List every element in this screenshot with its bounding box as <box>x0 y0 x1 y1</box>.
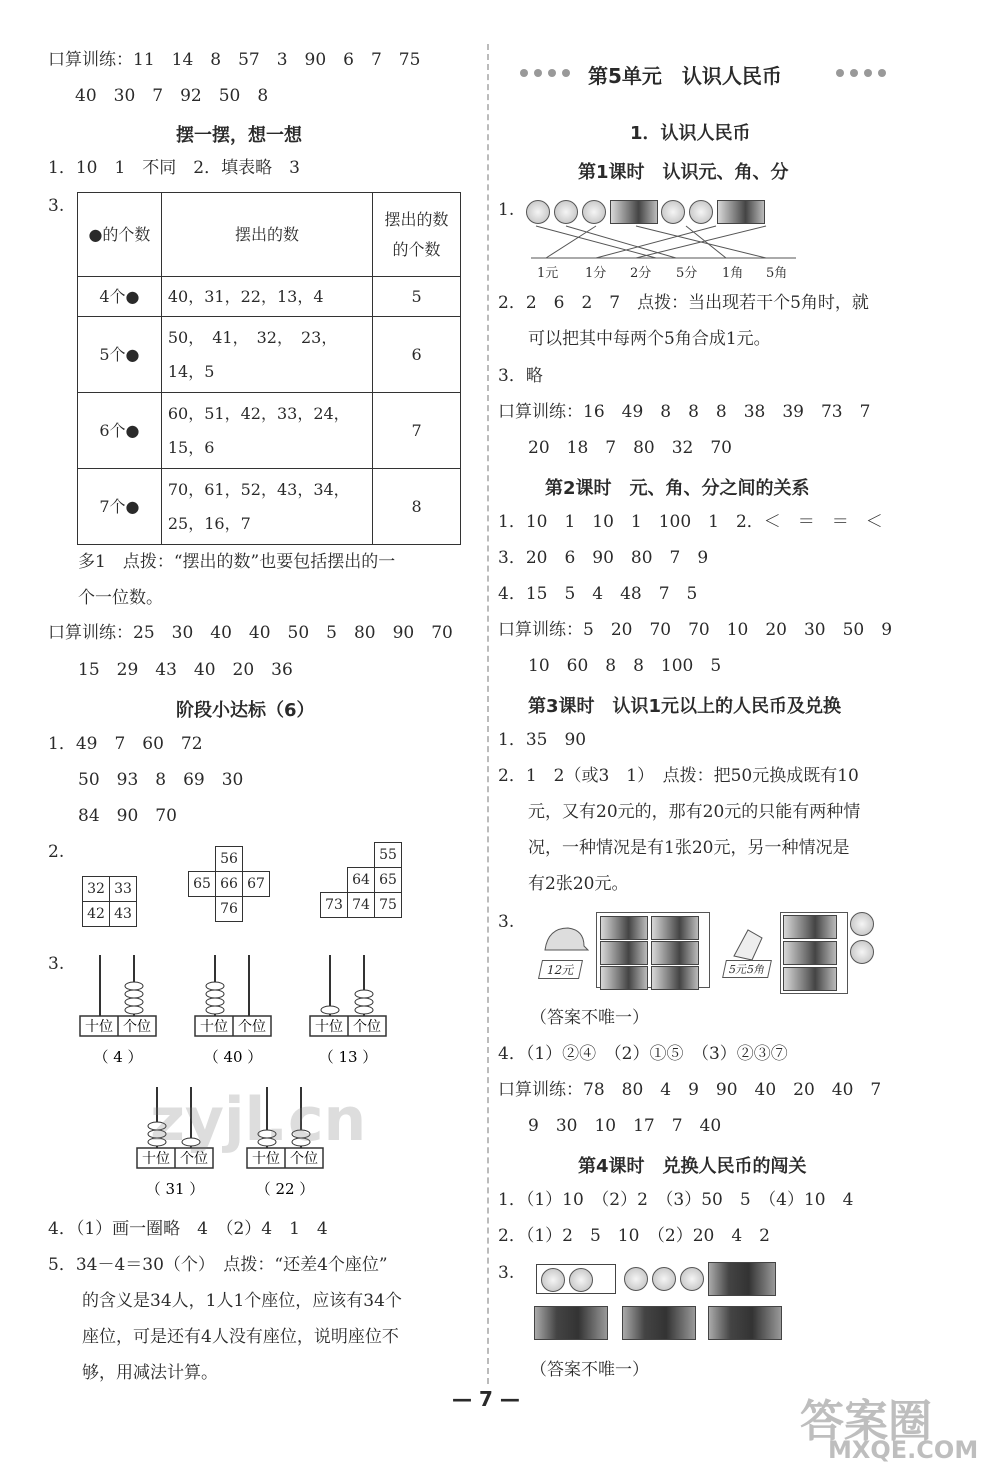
abacus-row-1 <box>75 950 395 1070</box>
banknote-icon <box>600 941 648 965</box>
abacus-13 <box>310 955 386 1066</box>
money-label: 5分 <box>676 266 698 281</box>
hint-line: 多1 点拨：“摆出的数”也要包括摆出的一 <box>78 552 396 572</box>
answer-line: 4．15 5 4 48 7 5 <box>498 584 698 604</box>
abacus-tens-label: 十位 <box>142 1151 170 1167</box>
answer-line: 3．20 6 90 80 7 9 <box>498 548 709 568</box>
answer-line-cont: 元，又有20元的，那有20元的只能有两种情 <box>528 802 861 822</box>
banknote-icon <box>651 966 699 990</box>
lesson-title: 第1课时 认识元、角、分 <box>578 162 789 183</box>
grid-cell: 32 <box>83 877 110 902</box>
table-cell: 5个● <box>78 317 162 393</box>
oral-training: 口算训练：78 80 4 9 90 40 20 40 7 <box>498 1080 882 1100</box>
abacus-4 <box>80 955 156 1066</box>
unit-heading-dots-left <box>518 64 578 83</box>
money-label: 2分 <box>630 266 652 281</box>
block-toy-icon <box>728 922 768 962</box>
money-box <box>780 912 848 994</box>
table-cell: 5 <box>373 277 461 317</box>
coin-box <box>536 1264 616 1294</box>
answer-line-cont: 有2张20元。 <box>528 874 629 894</box>
grid-cell: 42 <box>83 902 110 927</box>
abacus-answer: （ 22 ） <box>255 1180 315 1198</box>
table-cell: 6个● <box>78 393 162 469</box>
cap-icon <box>540 922 590 956</box>
answer-line: 2．2 6 2 7 点拨：当出现若干个5角时，就 <box>498 293 869 313</box>
matching-lines <box>526 224 806 264</box>
price-tag: 5元5角 <box>722 960 772 978</box>
answer-line-cont: 够，用减法计算。 <box>82 1363 218 1383</box>
table-header: 摆出的数的个数 <box>373 193 461 277</box>
banknote-icon <box>651 941 699 965</box>
abacus-ones-label: 个位 <box>123 1019 151 1035</box>
table-header: ●的个数 <box>78 193 162 277</box>
table-cell: 7 <box>373 393 461 469</box>
coin-icon <box>541 1268 565 1292</box>
number-grid-2 <box>188 846 270 922</box>
section-heading-stage: 阶段小达标（6） <box>176 700 315 721</box>
banknote-icon <box>783 967 837 991</box>
page-number: — 7 — <box>452 1387 520 1411</box>
abacus-tens-label: 十位 <box>252 1151 280 1167</box>
oral-training-cont: 9 30 10 17 7 40 <box>528 1116 722 1136</box>
oral-training-2-cont: 15 29 43 40 20 36 <box>78 660 293 680</box>
column-divider <box>487 44 489 1384</box>
answer-line: 4．（1）②④ （2）①⑤ （3）②③⑦ <box>498 1044 788 1064</box>
coin-icon <box>624 1267 648 1291</box>
oral-training: 口算训练：5 20 70 70 10 20 30 50 9 <box>498 620 893 640</box>
question-number: 2. <box>48 842 65 862</box>
grid-cell: 33 <box>110 877 137 902</box>
answer-table <box>77 192 461 545</box>
answer-line-cont: 的含义是34人，1人1个座位，应该有34个 <box>82 1291 402 1311</box>
table-cell: 4个● <box>78 277 162 317</box>
lesson-title: 第4课时 兑换人民币的闯关 <box>578 1156 807 1177</box>
banknote-icon <box>622 1306 696 1344</box>
coin-icon <box>689 200 713 224</box>
coin-icon <box>661 200 685 224</box>
answer-line: 1．（1）10 （2）2 （3）50 5 （4）10 4 <box>498 1190 854 1210</box>
oral-training-2: 口算训练：25 30 40 40 50 5 80 90 70 <box>48 623 453 643</box>
question-number: 3. <box>498 912 515 932</box>
answer-line: 1．49 7 60 72 <box>48 734 203 754</box>
abacus-40 <box>195 955 271 1066</box>
banknote-icon <box>610 200 658 224</box>
grid-cell: 65 <box>189 872 216 897</box>
banknote-icon <box>708 1262 776 1300</box>
answer-line: 1．10 1 10 1 100 1 2．＜ ＝ ＝ ＜ <box>498 512 883 532</box>
section-heading-arrange: 摆一摆，想一想 <box>176 125 302 146</box>
coin-icon <box>652 1267 676 1291</box>
money-row <box>526 200 768 224</box>
banknote-icon <box>600 966 648 990</box>
coin-icon <box>582 200 606 224</box>
money-label: 1元 <box>537 266 559 281</box>
question-number: 1. <box>498 200 515 220</box>
abacus-tens-label: 十位 <box>200 1019 228 1035</box>
grid-cell: 56 <box>216 847 243 872</box>
coin-icon <box>569 1268 593 1292</box>
table-cell: 40，31，22，13，4 <box>161 277 372 317</box>
grid-cell: 67 <box>243 872 270 897</box>
grid-cell: 64 <box>348 868 375 893</box>
lesson-title: 第2课时 元、角、分之间的关系 <box>545 478 810 499</box>
grid-cell: 43 <box>110 902 137 927</box>
coin-icon <box>850 912 874 936</box>
banknote-icon <box>600 916 648 940</box>
grid-cell: 73 <box>321 893 348 918</box>
abacus-answer: （ 13 ） <box>318 1048 378 1066</box>
abacus-tens-label: 十位 <box>85 1019 113 1035</box>
banknote-icon <box>534 1306 608 1344</box>
grid-cell: 74 <box>348 893 375 918</box>
note-not-unique: （答案不唯一） <box>530 1360 649 1380</box>
banknote-icon <box>708 1306 782 1344</box>
table-cell: 60，51，42，33，24，15，6 <box>161 393 372 469</box>
table-cell: 50， 41， 32， 23，14，5 <box>161 317 372 393</box>
unit-heading-dots-right <box>834 64 894 83</box>
oral-training: 口算训练：16 49 8 8 8 38 39 73 7 <box>498 402 871 422</box>
unit-title: 第5单元 认识人民币 <box>588 64 782 88</box>
question-number: 3. <box>48 196 65 216</box>
watermark: zyjl.cn <box>150 1085 367 1155</box>
hint-line-cont: 个一位数。 <box>78 588 163 608</box>
answer-line: 4．（1）画一圈略 4 （2）4 1 4 <box>48 1219 328 1239</box>
table-cell: 8 <box>373 469 461 545</box>
answer-line: 84 90 70 <box>78 806 177 826</box>
money-label: 5角 <box>766 266 788 281</box>
answer-line: 1．35 90 <box>498 730 587 750</box>
question-number: 3. <box>498 1263 515 1283</box>
number-grid-3 <box>320 842 402 918</box>
question-number: 3. <box>48 954 65 974</box>
oral-training-cont: 20 18 7 80 32 70 <box>528 438 732 458</box>
grid-cell: 55 <box>375 843 402 868</box>
coin-stack <box>850 912 886 968</box>
abacus-ones-label: 个位 <box>353 1019 381 1035</box>
abacus-ones-label: 个位 <box>180 1151 208 1167</box>
note-not-unique: （答案不唯一） <box>530 1008 649 1028</box>
banknote-icon <box>717 200 765 224</box>
subsection-title: 1．认识人民币 <box>630 123 751 144</box>
money-label: 1角 <box>722 266 744 281</box>
money-box <box>596 912 710 988</box>
coin-icon <box>850 940 874 964</box>
table-cell: 70，61，52，43，34，25，16，7 <box>161 469 372 545</box>
answer-line-cont: 况，一种情况是有1张20元，另一种情况是 <box>528 838 850 858</box>
number-grid-1 <box>82 876 137 927</box>
banknote-icon <box>783 915 837 939</box>
abacus-answer: （ 40 ） <box>203 1048 263 1066</box>
coin-icon <box>680 1267 704 1291</box>
watermark: 答案圈 <box>800 1396 932 1447</box>
banknote-icon <box>783 941 837 965</box>
grid-cell: 75 <box>375 893 402 918</box>
table-cell: 6 <box>373 317 461 393</box>
answer-line: 5．34－4＝30（个） 点拨：“还差4个座位” <box>48 1255 388 1275</box>
coin-icon <box>554 200 578 224</box>
oral-training-cont: 10 60 8 8 100 5 <box>528 656 722 676</box>
answer-line-cont: 可以把其中每两个5角合成1元。 <box>528 329 771 349</box>
answer-line: 1．10 1 不同 2．填表略 3 <box>48 158 300 178</box>
grid-cell: 66 <box>216 872 243 897</box>
answer-line: 2．（1）2 5 10 （2）20 4 2 <box>498 1226 770 1246</box>
price-tag: 12元 <box>538 960 583 979</box>
abacus-answer: （ 4 ） <box>93 1048 143 1066</box>
lesson-title: 第3课时 认识1元以上的人民币及兑换 <box>528 696 842 717</box>
abacus-ones-label: 个位 <box>290 1151 318 1167</box>
abacus-ones-label: 个位 <box>238 1019 266 1035</box>
watermark: MXQE.COM <box>828 1436 979 1464</box>
abacus-tens-label: 十位 <box>315 1019 343 1035</box>
oral-training-1-cont: 40 30 7 92 50 8 <box>75 86 269 106</box>
answer-line-cont: 座位，可是还有4人没有座位，说明座位不 <box>82 1327 399 1347</box>
grid-cell: 65 <box>375 868 402 893</box>
answer-line: 2．1 2（或3 1） 点拨：把50元换成既有10 <box>498 766 859 786</box>
table-header: 摆出的数 <box>161 193 372 277</box>
coin-icon <box>526 200 550 224</box>
answer-line: 3．略 <box>498 366 543 386</box>
banknote-icon <box>651 916 699 940</box>
grid-cell: 76 <box>216 897 243 922</box>
oral-training-1: 口算训练：11 14 8 57 3 90 6 7 75 <box>48 50 421 70</box>
money-label: 1分 <box>585 266 607 281</box>
abacus-answer: （ 31 ） <box>145 1180 205 1198</box>
table-cell: 7个● <box>78 469 162 545</box>
coin-row <box>624 1267 708 1291</box>
answer-line: 50 93 8 69 30 <box>78 770 244 790</box>
